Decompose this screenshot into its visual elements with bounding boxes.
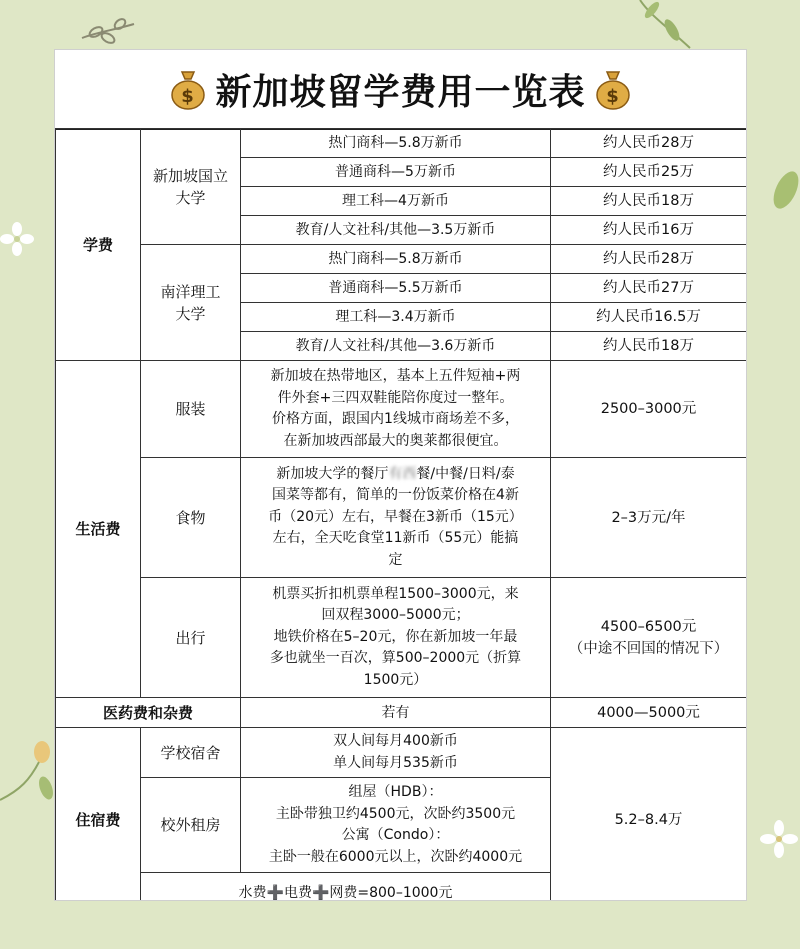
item-food: 食物	[141, 458, 241, 578]
medical-price: 4000—5000元	[551, 698, 747, 728]
item-rental: 校外租房	[141, 778, 241, 873]
school-ntu: 南洋理工 大学	[141, 245, 241, 361]
rmb-cell: 约人民币18万	[551, 187, 747, 216]
flower-stem-left	[0, 740, 55, 810]
major-cell: 普通商科—5万新币	[241, 158, 551, 187]
stem-leaf-top-right	[630, 0, 700, 50]
table-row	[56, 129, 747, 158]
svg-text:$: $	[605, 86, 620, 107]
major-cell: 教育/人文社科/其他—3.6万新币	[241, 332, 551, 361]
medical-desc: 若有	[241, 698, 551, 728]
item-clothing: 服装	[141, 361, 241, 458]
major-cell: 普通商科—5.5万新币	[241, 274, 551, 303]
blurred-text: 有西	[388, 465, 417, 482]
dorm-desc: 双人间每月400新币 单人间每月535新币	[241, 728, 551, 778]
rmb-cell: 约人民币18万	[551, 332, 747, 361]
item-transport: 出行	[141, 578, 241, 698]
utilities-cell: 水费➕电费➕网费=800–1000元	[141, 873, 551, 901]
flower-icon-right	[760, 820, 798, 858]
fee-table	[55, 128, 746, 900]
major-cell: 热门商科—5.8万新币	[241, 129, 551, 158]
housing-price: 5.2–8.4万	[551, 728, 747, 901]
money-bag-icon	[594, 68, 632, 110]
major-cell: 理工科—3.4万新币	[241, 303, 551, 332]
major-cell: 理工科—4万新币	[241, 187, 551, 216]
school-nus: 新加坡国立 大学	[141, 129, 241, 245]
table-row	[56, 361, 747, 458]
food-desc-part: 餐/中餐/日料/泰 国菜等都有，简单的一份饭菜价格在4新 币（20元）左右，早餐在3新币（15元） 左右，全天吃食堂11新币（55元）能搞 定	[268, 465, 523, 568]
flower-icon-left	[0, 222, 34, 256]
leaf-icon-right	[766, 168, 800, 214]
fee-sheet	[55, 50, 746, 900]
transport-desc: 机票买折扣机票单程1500–3000元，来 回双程3000–5000元； 地铁价格在5–20元，你在新加坡一年最 多也就坐一百次，算500–2000元（折算 1500元）	[241, 578, 551, 698]
rmb-cell: 约人民币16万	[551, 216, 747, 245]
category-living: 生活费	[56, 361, 141, 698]
food-desc-part: 新加坡大学的餐厅	[276, 465, 389, 482]
money-bag-icon	[169, 68, 207, 110]
transport-price: 4500–6500元 （中途不回国的情况下）	[551, 578, 747, 698]
svg-text:$: $	[181, 86, 196, 107]
table-row	[56, 728, 747, 778]
table-row	[56, 578, 747, 698]
table-row	[56, 458, 747, 578]
rmb-cell: 约人民币25万	[551, 158, 747, 187]
table-row	[56, 245, 747, 274]
page-title	[55, 50, 746, 130]
clothing-desc: 新加坡在热带地区，基本上五件短袖+两 件外套+三四双鞋能陪你度过一整年。 价格方面，跟国内1线城市商场差不多， 在新加坡西部最大的奥莱都很便宜。	[241, 361, 551, 458]
food-price: 2–3万元/年	[551, 458, 747, 578]
rmb-cell: 约人民币28万	[551, 129, 747, 158]
rmb-cell: 约人民币28万	[551, 245, 747, 274]
title-text: 新加坡留学费用一览表	[215, 71, 586, 113]
rental-desc: 组屋（HDB）： 主卧带独卫约4500元，次卧约3500元 公寓（Condo）： 主卧一般在6000元以上，次卧约4000元	[241, 778, 551, 873]
major-cell: 热门商科—5.8万新币	[241, 245, 551, 274]
leaf-sprig-top-left	[78, 18, 138, 52]
food-desc	[241, 458, 551, 578]
category-medical: 医药费和杂费	[56, 698, 241, 728]
major-cell: 教育/人文社科/其他—3.5万新币	[241, 216, 551, 245]
item-dorm: 学校宿舍	[141, 728, 241, 778]
rmb-cell: 约人民币16.5万	[551, 303, 747, 332]
category-tuition: 学费	[56, 129, 141, 361]
rmb-cell: 约人民币27万	[551, 274, 747, 303]
clothing-price: 2500–3000元	[551, 361, 747, 458]
category-housing: 住宿费	[56, 728, 141, 901]
table-row	[56, 698, 747, 728]
